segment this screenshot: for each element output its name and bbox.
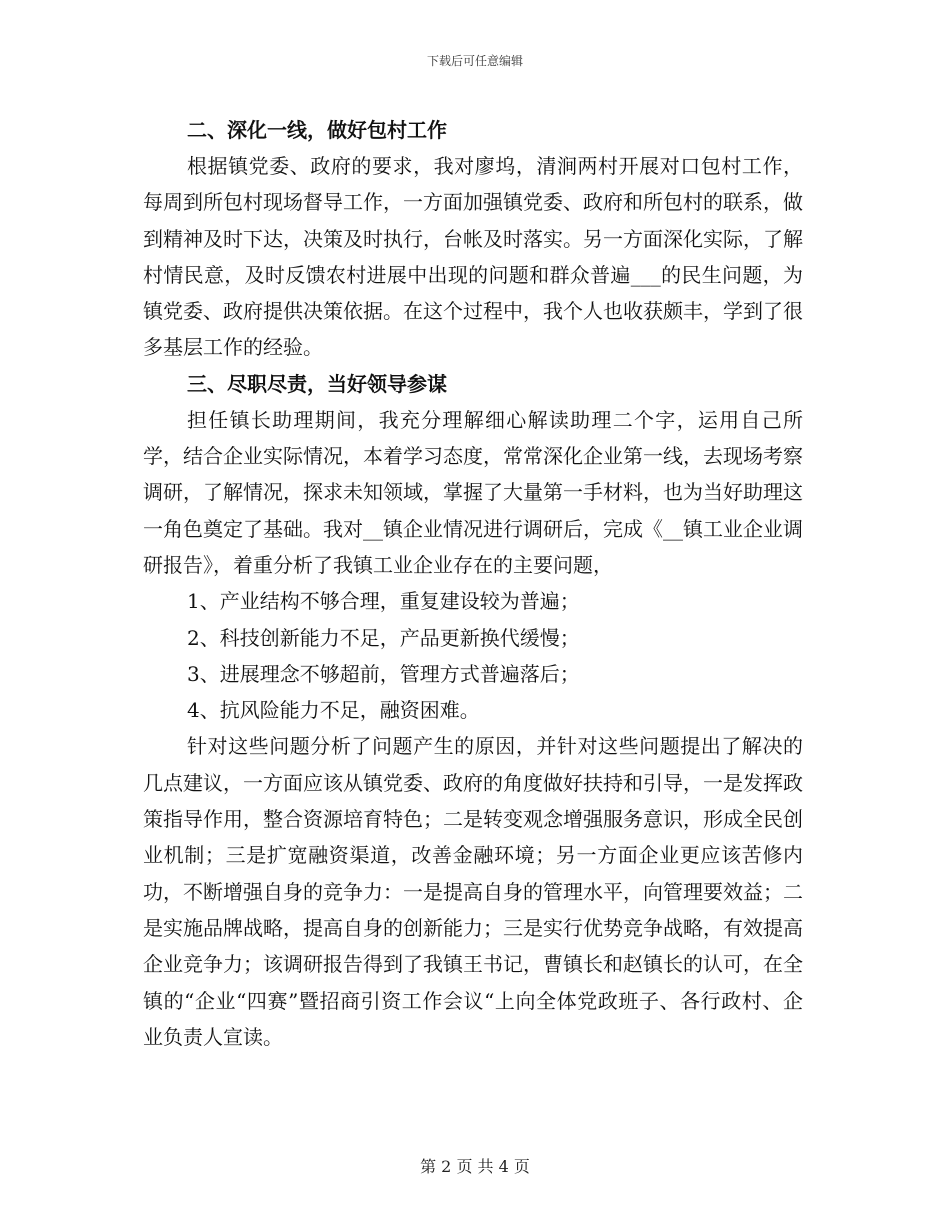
problem-list-item-2: 2、科技创新能力不足，产品更新换代缓慢； <box>187 625 580 650</box>
section-2-heading: 二、深化一线，做好包村工作 <box>187 118 447 142</box>
problem-list-item-1: 1、产业结构不够合理，重复建设较为普遍； <box>187 589 580 614</box>
section-2-paragraph: 根据镇党委、政府的要求，我对廖坞，清涧两村开展对口包村工作，每周到所包村现场督导工作，一方面加强镇党委、政府和所包村的联系，做到精神及时下达，决策及时执行，台帐及时落实。另一方面深化实际，了解村情民意，及时反馈农村进展中出现的问题和群众普遍___的民生问题，为镇党委、政府提供决策依据。在这个过程中，我个人也收获颇丰，学到了很多基层工作的经验。 <box>143 154 803 360</box>
section-3-closing-paragraph: 针对这些问题分析了问题产生的原因，并针对这些问题提出了解决的几点建议，一方面应该从镇党委、政府的角度做好扶持和引导，一是发挥政策指导作用，整合资源培育特色；二是转变观念增强服务意识，形成全民创业机制；三是扩宽融资渠道，改善金融环境；另一方面企业更应该苦修内功，不断增强自身的竞争力：一是提高自身的管理水平，向管理要效益；二是实施品牌战略，提高自身的创新能力；三是实行优势竞争战略，有效提高企业竞争力；该调研报告得到了我镇王书记，曹镇长和赵镇长的认可，在全镇的“企业“四赛”暨招商引资工作会议“上向全体党政班子、各行政村、企业负责人宣读。 <box>143 734 803 1049</box>
problem-list-item-4: 4、抗风险能力不足，融资困难。 <box>187 698 480 723</box>
problem-list-item-3: 3、进展理念不够超前，管理方式普遍落后； <box>187 661 580 686</box>
page-indicator: 第 2 页 共 4 页 <box>420 1157 530 1176</box>
header-note: 下载后可任意编辑 <box>426 54 523 68</box>
section-3-paragraph: 担任镇长助理期间，我充分理解细心解读助理二个字，运用自己所学，结合企业实际情况，本着学习态度，常常深化企业第一线，去现场考察调研，了解情况，探求未知领域，掌握了大量第一手材料，也为当好助理这一角色奠定了基础。我对__镇企业情况进行调研后，完成《__镇工业企业调研报告》，着重分析了我镇工业企业存在的主要问题， <box>143 407 803 577</box>
document-body <box>143 112 803 1055</box>
section-3-heading: 三、尽职尽责，当好领导参谋 <box>187 371 447 396</box>
